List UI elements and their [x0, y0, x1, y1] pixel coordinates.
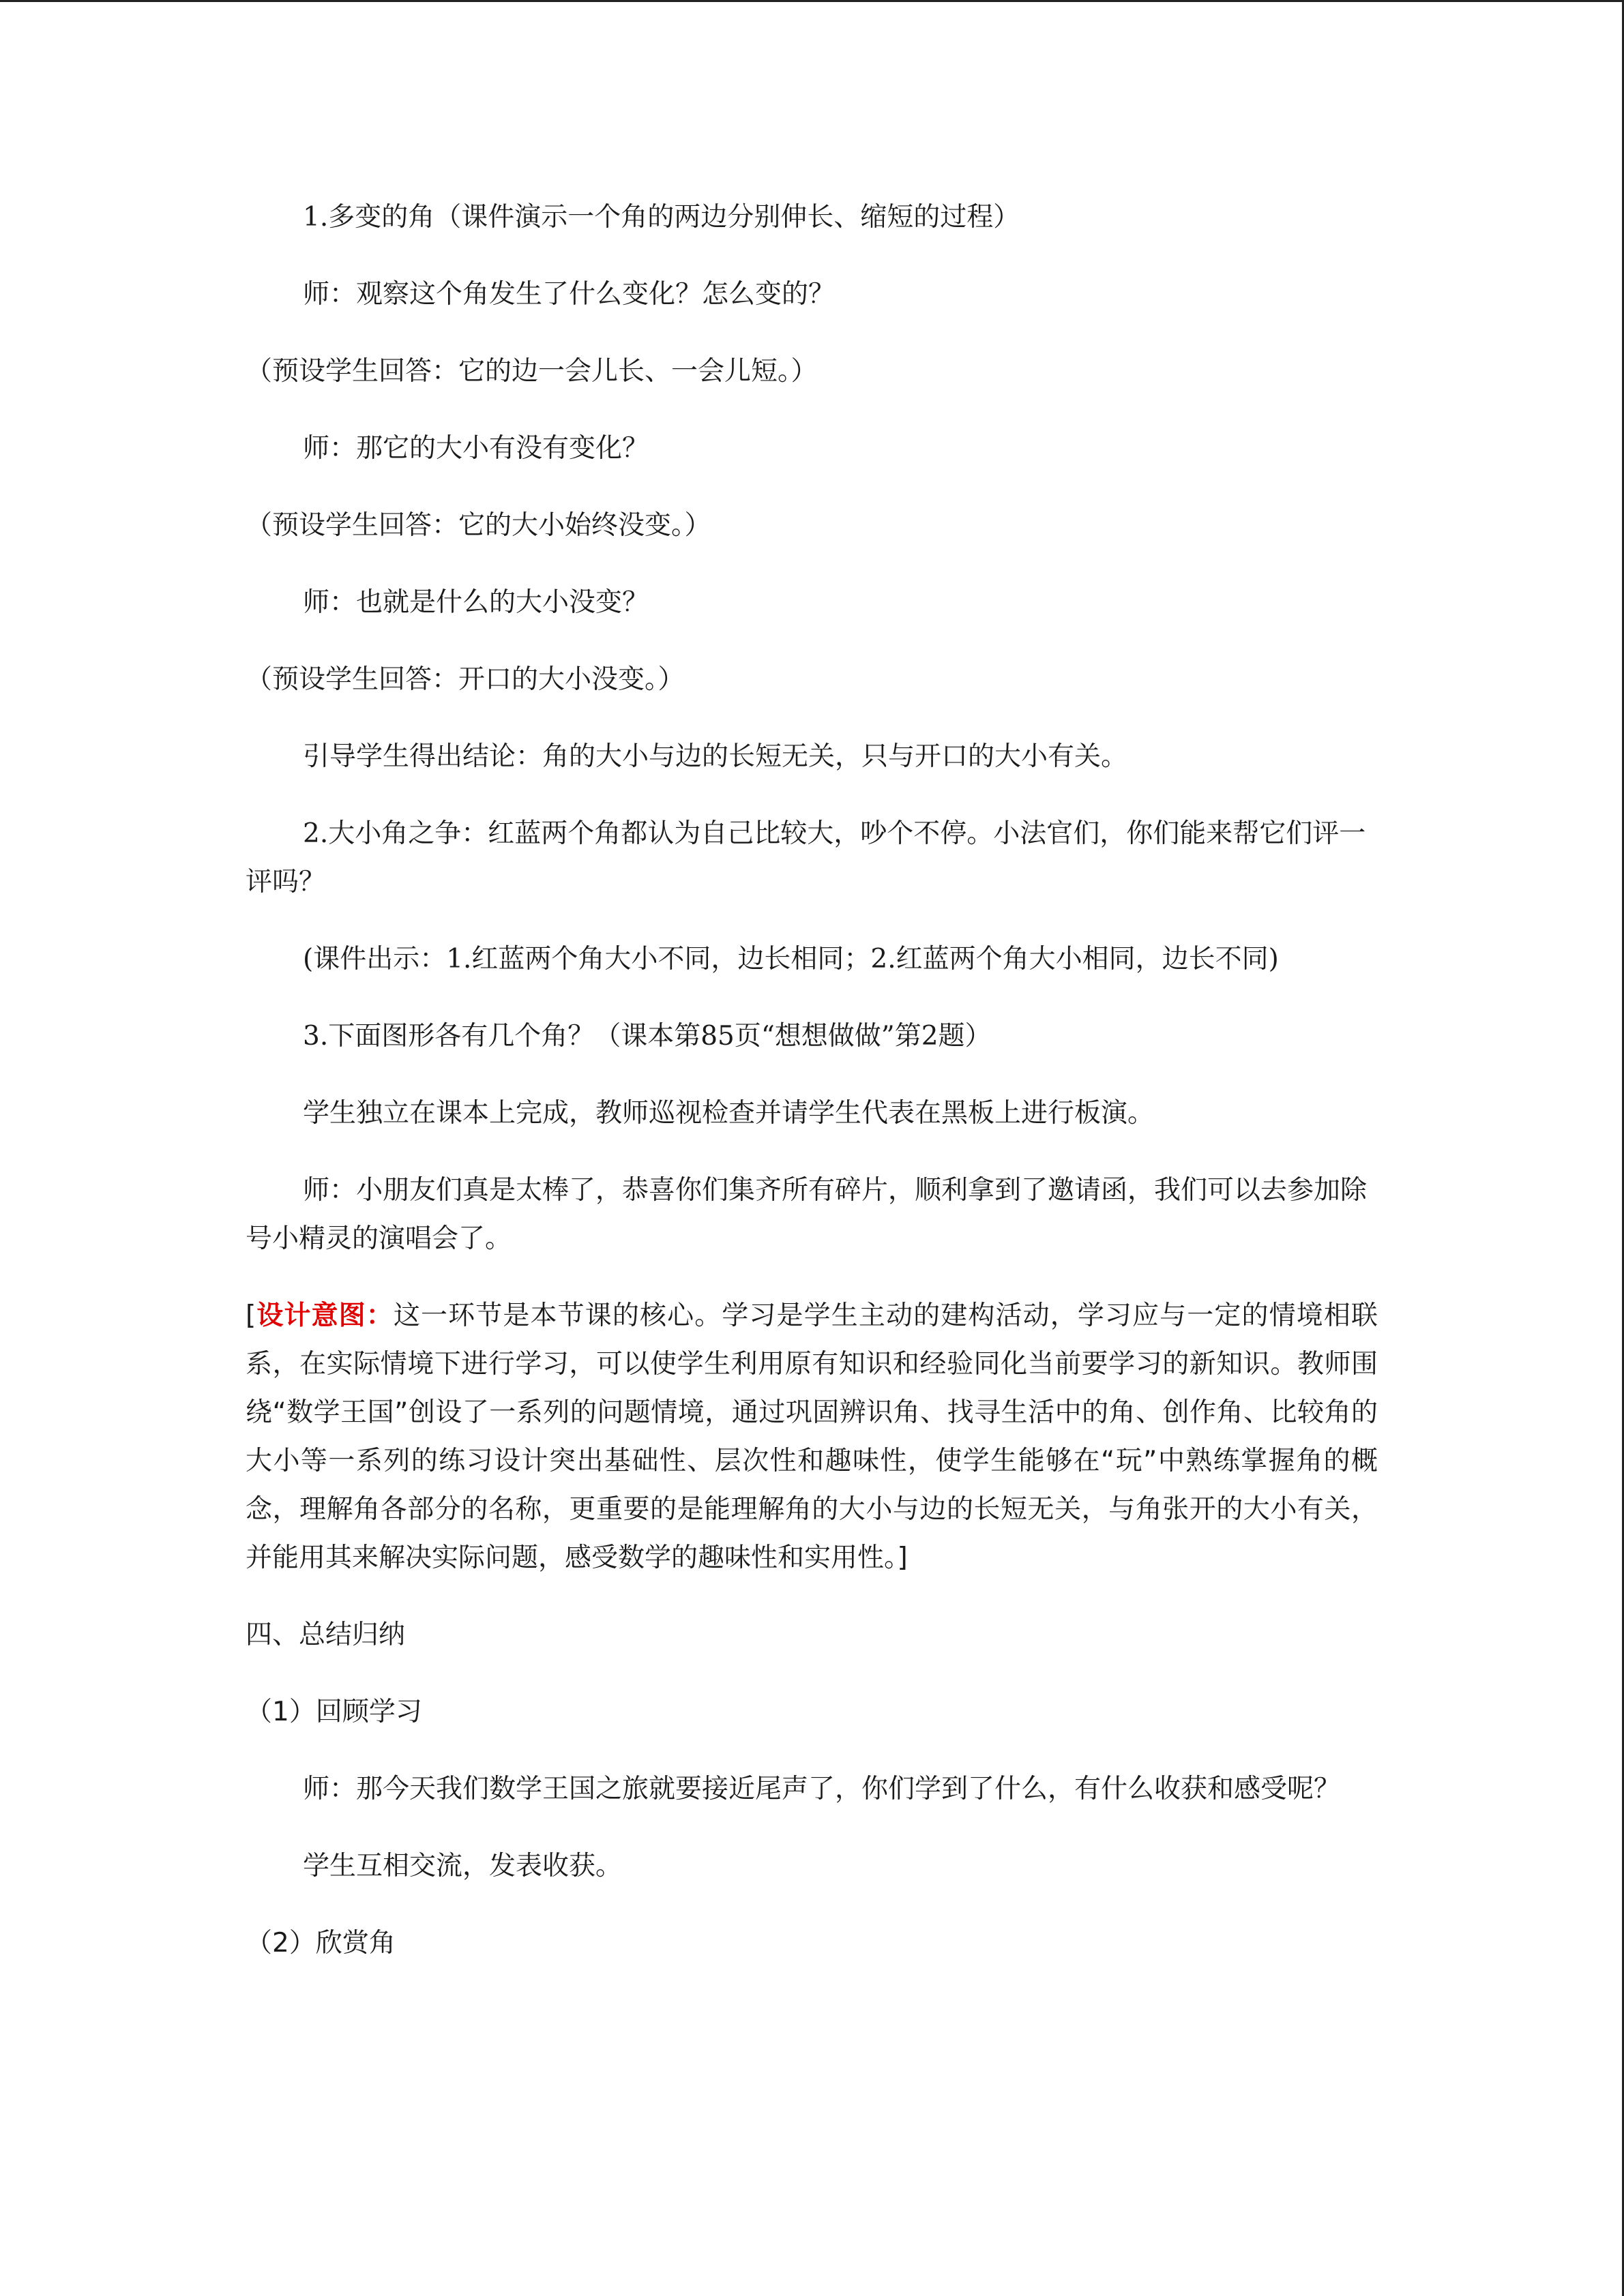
- paragraph-expected-answer: （预设学生回答：开口的大小没变。）: [246, 664, 685, 695]
- paragraph-student-exchange: 学生互相交流，发表收获。: [303, 1851, 623, 1881]
- section-title: 四、总结归纳: [246, 1620, 406, 1650]
- open-bracket: [: [246, 1300, 256, 1331]
- paragraph-varying-angle: 1.多变的角（课件演示一个角的两边分别伸长、缩短的过程）: [303, 202, 1020, 233]
- paragraph-angle-contest: 2.大小角之争：红蓝两个角都认为自己比较大，吵个不停。小法官们，你们能来帮它们评一评吗？: [246, 818, 1366, 897]
- subsection-appreciate-heading: （2）欣赏角: [246, 1928, 396, 1958]
- paragraph-exercise: 3.下面图形各有几个角？（课本第85页“想想做做”第2题）: [303, 1021, 992, 1052]
- document-body: [246, 193, 1378, 1996]
- paragraph-teacher-question: 师：那它的大小有没有变化？: [303, 433, 649, 464]
- paragraph-independent-work: 学生独立在课本上完成，教师巡视检查并请学生代表在黑板上进行板演。: [303, 1098, 1155, 1129]
- paragraph-teacher-question: 师：也就是什么的大小没变？: [303, 587, 649, 618]
- design-intent-text: 这一环节是本节课的核心。学习是学生主动的建构活动，学习应与一定的情境相联系，在实际情境下进行学习，可以使学生利用原有知识和经验同化当前要学习的新知识。教师围绕“数学王国”创设了一系列的问题情境，通过巩固辨识角、找寻生活中的角、创作角、比较角的大小等一系列的练习设计突出基础性、层次性和趣味性，使学生能够在“玩”中熟练掌握角的概念，理解角各部分的名称，更重要的是能理解角的大小与边的长短无关，与角张开的大小有关，并能用其来解决实际问题，感受数学的趣味性和实用性。: [246, 1300, 1378, 1573]
- design-intent-note: [246, 1292, 1378, 1582]
- paragraph-expected-answer: （预设学生回答：它的边一会儿长、一会儿短。）: [246, 356, 818, 387]
- paragraph-expected-answer: （预设学生回答：它的大小始终没变。）: [246, 510, 711, 541]
- paragraph-teacher-question: 师：观察这个角发生了什么变化？怎么变的？: [303, 279, 836, 310]
- paragraph-review-question: 师：那今天我们数学王国之旅就要接近尾声了，你们学到了什么，有什么收获和感受呢？: [303, 1774, 1341, 1804]
- paragraph-teacher-praise: 师：小朋友们真是太棒了，恭喜你们集齐所有碎片，顺利拿到了邀请函，我们可以去参加除号小精灵的演唱会了。: [246, 1175, 1368, 1254]
- design-intent-label: 设计意图：: [256, 1300, 394, 1331]
- paragraph-conclusion: 引导学生得出结论：角的大小与边的长短无关，只与开口的大小有关。: [303, 741, 1128, 772]
- paragraph-courseware: (课件出示：1.红蓝两个角大小不同，边长相同；2.红蓝两个角大小相同，边长不同): [303, 944, 1279, 974]
- subsection-review-heading: （1）回顾学习: [246, 1697, 422, 1727]
- close-bracket: ]: [897, 1542, 908, 1573]
